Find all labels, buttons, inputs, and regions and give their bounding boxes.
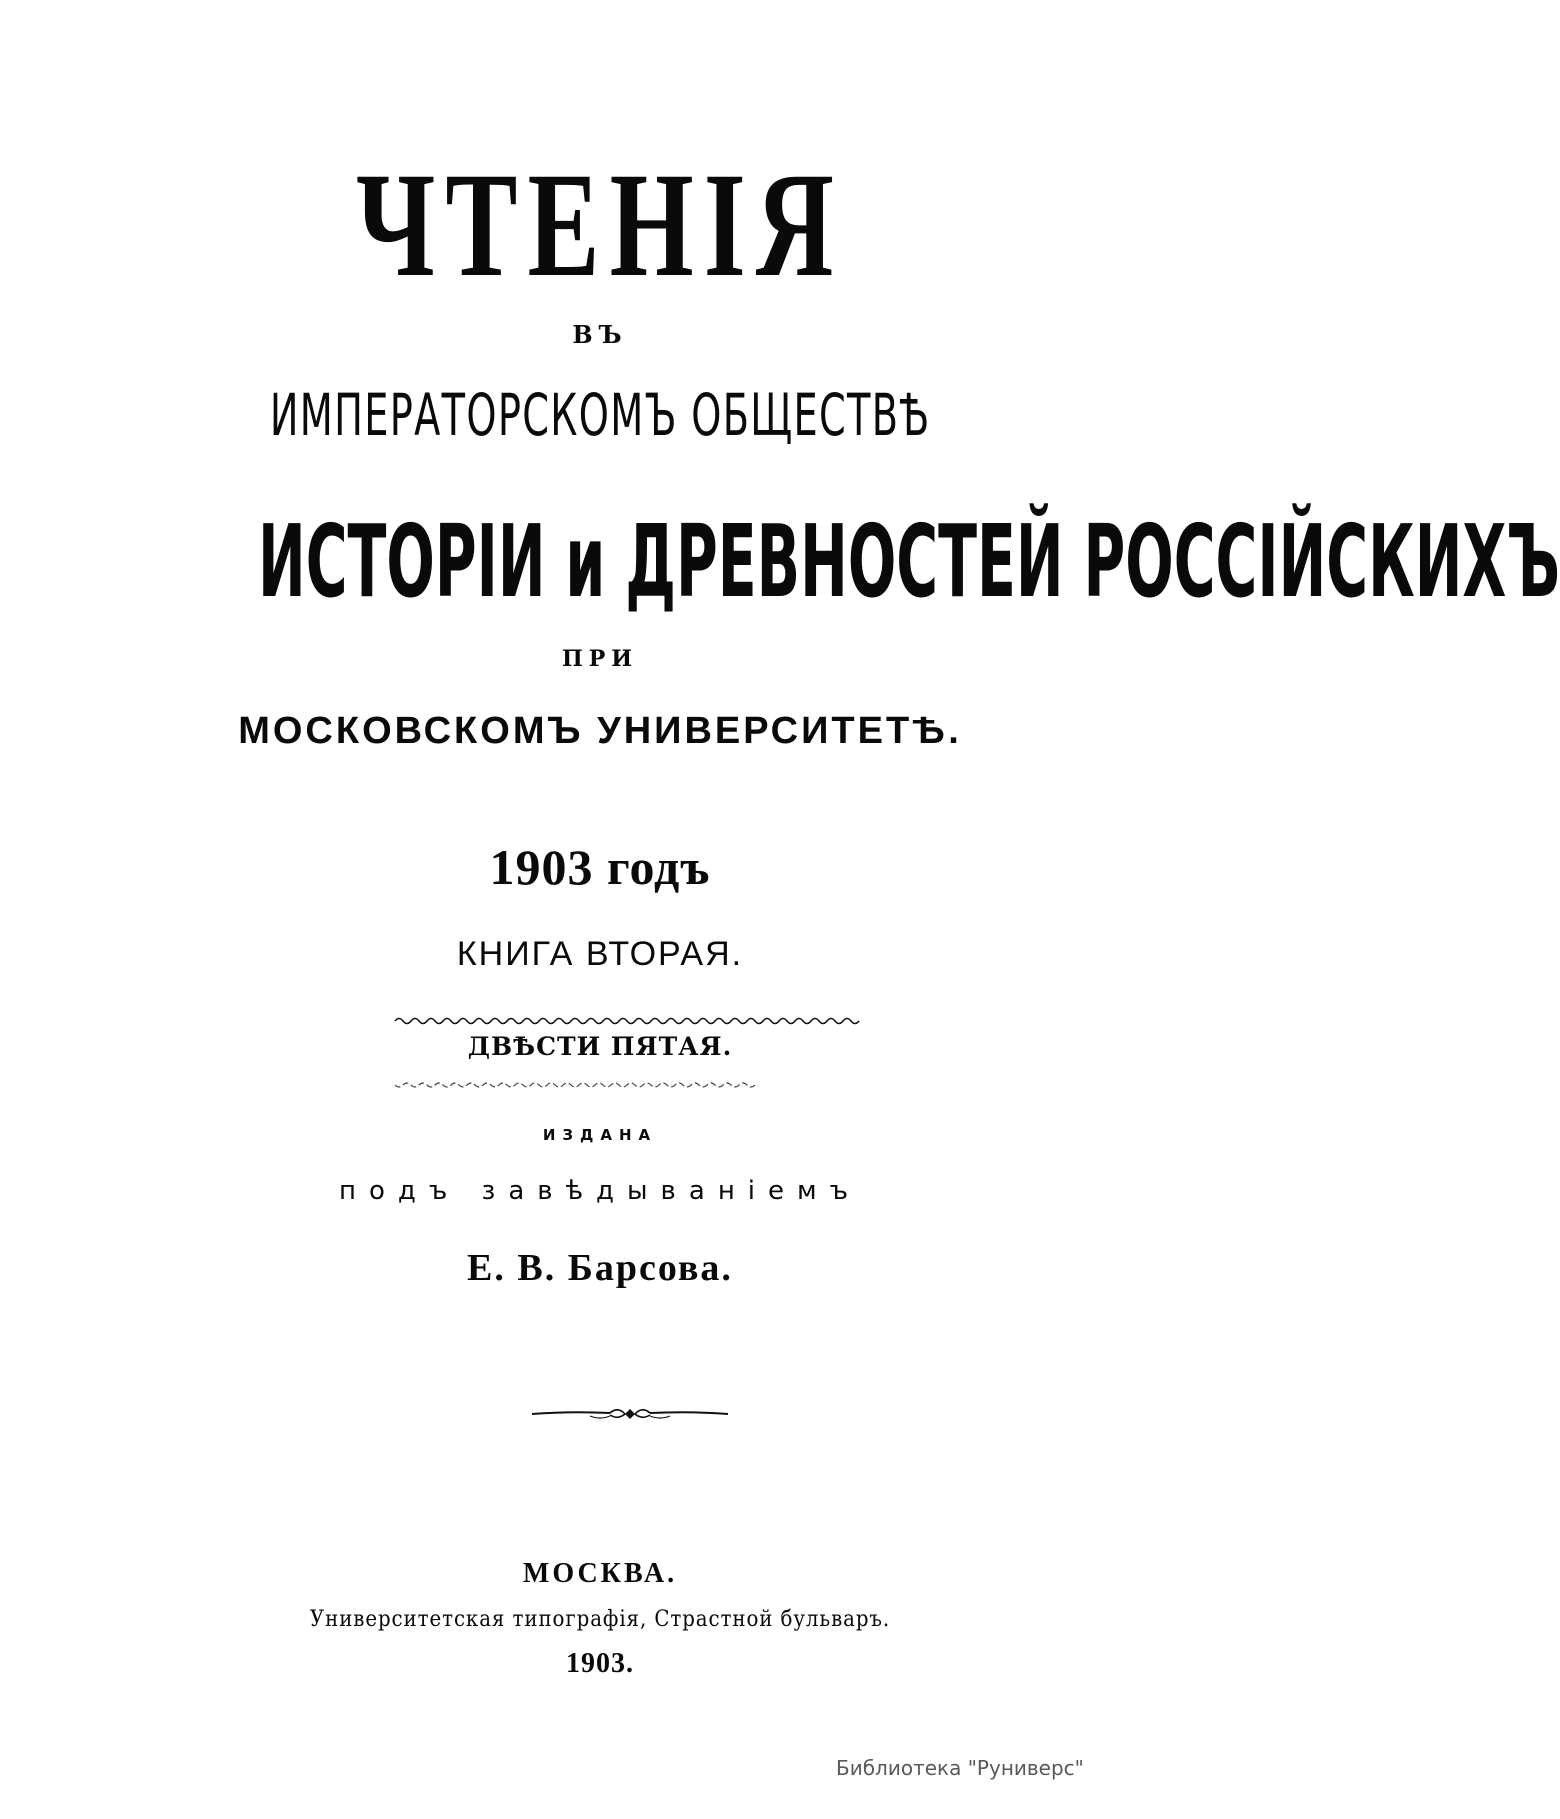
university-line: МОСКОВСКОМЪ УНИВЕРСИТЕТѢ. — [238, 710, 962, 752]
under-editorship-line: подъ завѣдываніемъ — [338, 1176, 862, 1206]
year-line: 1903 годъ — [489, 839, 711, 895]
imprint-year: 1903. — [566, 1648, 634, 1679]
preposition-v: ВЪ — [572, 320, 628, 349]
wavy-rule-top — [395, 1015, 860, 1025]
book-number: ДВѢСТИ ПЯТАЯ. — [467, 1032, 733, 1061]
ornament-divider — [530, 1404, 730, 1424]
published-label: ИЗДАНА — [542, 1126, 658, 1144]
book-line: КНИГА ВТОРАЯ. — [456, 935, 744, 973]
book-title: ЧТЕНІЯ — [356, 142, 844, 308]
wavy-rule-bottom — [395, 1080, 860, 1090]
history-line: ИСТОРІИ и ДРЕВНОСТЕЙ РОССІЙСКИХЪ — [258, 503, 1560, 620]
imprint-city: МОСКВА. — [522, 1558, 678, 1589]
editor-name: Е. В. Барсова. — [467, 1247, 733, 1289]
library-watermark: Библиотека "Руниверс" — [836, 1756, 1084, 1780]
society-line: ИМПЕРАТОРСКОМЪ ОБЩЕСТВѢ — [269, 381, 931, 449]
imprint-printer: Университетская типографія, Страстной бульваръ. — [309, 1607, 891, 1632]
preposition-pri: ПРИ — [561, 646, 639, 672]
